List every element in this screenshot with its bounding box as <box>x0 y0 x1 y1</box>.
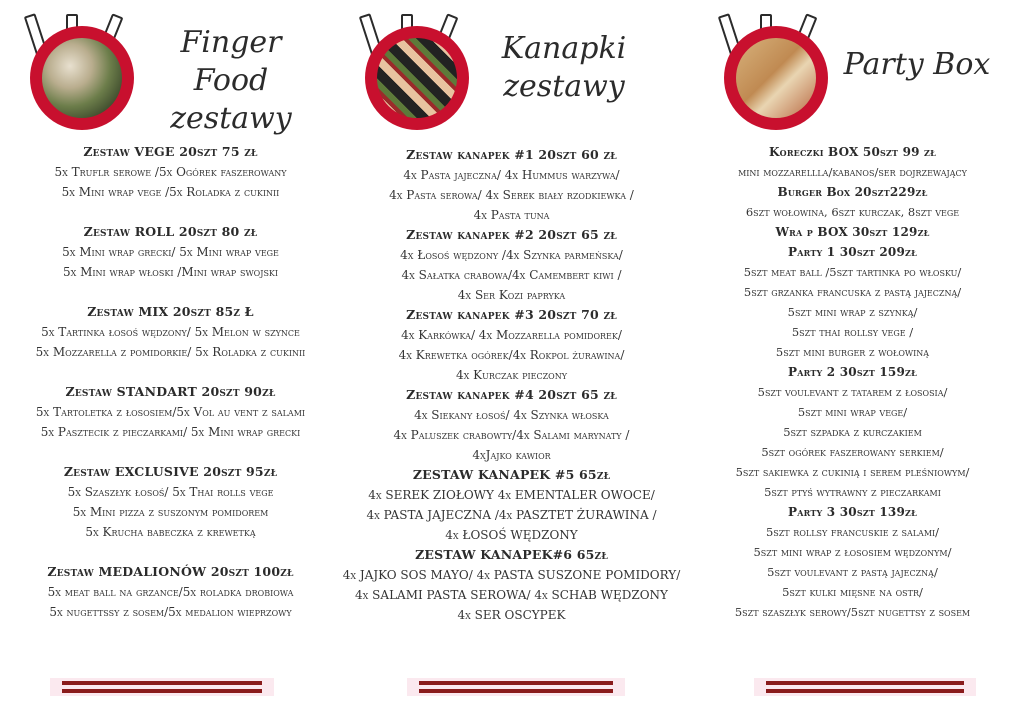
section-line: 5x Tartinka łosoś wędzony/ 5x Melon w szynce <box>41 325 300 339</box>
decorative-stripe <box>407 678 625 696</box>
section-line: 4x Łosoś wędzony /4x Szynka parmeńska/ <box>400 248 623 262</box>
title-line-1: Finger Food <box>180 25 282 98</box>
menu-section <box>682 362 1023 502</box>
menu-section <box>0 462 341 542</box>
section-line: 4x Pasta serowa/ 4x Serek biały rzodkiewka / <box>389 188 634 202</box>
section-line: 4xJajko kawior <box>472 448 551 462</box>
section-title: Party 1 30szt 209zł <box>788 245 917 259</box>
section-line: 5szt kulki mięsne na ostr/ <box>782 585 923 599</box>
section-line: 4x Pasta jajeczna/ 4x Hummus warzywa/ <box>403 168 620 182</box>
title-line-2: zestawy <box>170 101 292 136</box>
section-line: 4x SER OSCYPEK <box>457 608 566 622</box>
menu-section <box>341 545 682 625</box>
section-title: Koreczki BOX 50szt 99 zł <box>769 145 936 159</box>
section-line: 4x Pasta tuna <box>473 208 550 222</box>
menu-section <box>682 142 1023 182</box>
section-line: 5x Tartoletka z łososiem/5x Vol au vent z salami <box>35 405 306 419</box>
section-line: 5x Mini wrap vege /5x Roladka z cukinii <box>61 185 280 199</box>
section-line: 5szt sakiewka z cukinią i serem pleśniowym/ <box>735 465 970 479</box>
menu-section <box>0 142 341 202</box>
menu-section <box>341 225 682 305</box>
stripe-bar <box>766 681 964 685</box>
section-line: 5szt szaszłyk serowy/5szt nugettsy z sosem <box>734 605 971 619</box>
section-line: 5x Mini wrap grecki/ 5x Mini wrap vege <box>62 245 279 259</box>
decorative-stripe <box>50 678 274 696</box>
section-title: Zestaw ROLL 20szt 80 zł <box>83 224 258 239</box>
section-line: 4x Paluszek crabowty/4x Salami marynaty / <box>393 428 630 442</box>
column-header <box>682 4 1023 132</box>
section-line: 4x ŁOSOŚ WĘDZONY <box>445 528 578 542</box>
food-platter-photo <box>42 38 122 118</box>
section-line: 5szt grzanka francuska z pastą jajeczną/ <box>743 285 962 299</box>
section-line: 5szt szpadka z kurczakiem <box>783 425 922 439</box>
section-line: 5x meat ball na grzance/5x roladka drobiowa <box>47 585 294 599</box>
section-line: 4x Karkówka/ 4x Mozzarella pomidorek/ <box>401 328 622 342</box>
section-line: 6szt wołowina, 6szt kurczak, 8szt vege <box>745 205 960 219</box>
menu-section <box>0 222 341 282</box>
menu-section <box>682 502 1023 622</box>
section-line: 4x Kurczak pieczony <box>455 368 568 382</box>
section-title: Zestaw kanapek #1 20szt 60 zł <box>406 147 617 162</box>
stripe-bar <box>419 681 613 685</box>
title-line-1: Party Box <box>843 47 991 82</box>
column-title <box>832 46 1002 84</box>
section-title: Zestaw MIX 20szt 85z Ł <box>87 304 254 319</box>
section-line: 5szt rollsy francuskie z salami/ <box>765 525 940 539</box>
column-title <box>479 30 649 106</box>
section-line: 5x Pasztecik z pieczarkami/ 5x Mini wrap grecki <box>40 425 301 439</box>
section-line: 4x SALAMI PASTA SEROWA/ 4x SCHAB WĘDZONY <box>355 588 668 602</box>
section-title: Zestaw kanapek #3 20szt 70 zł <box>406 307 617 322</box>
section-line: 4x Ser Kozi papryka <box>457 288 566 302</box>
section-title: Wra p BOX 30szt 129zł <box>775 225 930 239</box>
section-title: Zestaw STANDART 20szt 90zł <box>65 384 276 399</box>
section-title: Zestaw VEGE 20szt 75 zł <box>83 144 258 159</box>
section-title: ZESTAW KANAPEK #5 65zł <box>412 467 611 482</box>
section-line: 5szt mini wrap vege/ <box>797 405 908 419</box>
section-line: 5x nugettssy z sosem/5x medalion wieprzowy <box>49 605 292 619</box>
food-photo-logo <box>30 26 134 130</box>
section-line: 5szt meat ball /5szt tartinka po włosku/ <box>743 265 962 279</box>
menu-section <box>341 465 682 545</box>
menu-section <box>682 182 1023 222</box>
column-header <box>341 4 682 132</box>
section-line: 5x Mozzarella z pomidorkie/ 5x Roladka z cukinii <box>35 345 306 359</box>
section-line: 4x Siekany łosoś/ 4x Szynka włoska <box>414 408 609 422</box>
section-line: 4x JAJKO SOS MAYO/ 4x PASTA SUSZONE POMIDORY/ <box>342 568 681 582</box>
menu-section <box>341 385 682 465</box>
stripe-bar <box>62 681 262 685</box>
section-line: 4x PASTA JAJECZNA /4x PASZTET ŻURAWINA / <box>366 508 657 522</box>
section-line: 5x Szaszłyk łosoś/ 5x Thai rolls vege <box>67 485 274 499</box>
section-title: ZESTAW KANAPEK#6 65zł <box>415 547 608 562</box>
stripe-bar <box>766 689 964 693</box>
stripe-bar <box>419 689 613 693</box>
section-line: 5szt voulevant z pastą jajeczną/ <box>767 565 938 579</box>
section-line: 5x Mini pizza z suszonym pomidorem <box>72 505 269 519</box>
section-line: 5szt ptyś wytrawny z pieczarkami <box>764 485 941 499</box>
section-title: Zestaw EXCLUSIVE 20szt 95zł <box>63 464 278 479</box>
canapes-box-photo <box>377 38 457 118</box>
menu-section <box>341 145 682 225</box>
section-line: 5szt ogórek faszerowany serkiem/ <box>761 445 944 459</box>
column-title <box>146 24 316 138</box>
column-finger-food <box>0 0 341 723</box>
column-kanapki <box>341 0 682 723</box>
section-line: 4x Krewetka ogórek/4x Rokpol żurawina/ <box>398 348 625 362</box>
section-line: 4x SEREK ZIOŁOWY 4x EMENTALER OWOCE/ <box>368 488 655 502</box>
section-line: 5szt mini wrap z łososiem wędzonym/ <box>753 545 952 559</box>
title-line-2: zestawy <box>503 69 625 104</box>
section-title: Zestaw kanapek #2 20szt 65 zł <box>406 227 617 242</box>
section-line: 5szt mini wrap z szynką/ <box>787 305 918 319</box>
food-photo-logo <box>724 26 828 130</box>
food-photo-logo <box>365 26 469 130</box>
section-line: 5szt thai rollsy vege / <box>791 325 914 339</box>
title-line-1: Kanapki <box>501 31 627 66</box>
section-line: 5x Mini wrap włoski /Mini wrap swojski <box>62 265 279 279</box>
section-title: Party 3 30szt 139zł <box>788 505 917 519</box>
menu-section <box>341 305 682 385</box>
section-line: 5x Truflr serowe /5x Ogórek faszerowany <box>54 165 287 179</box>
menu-section <box>682 242 1023 362</box>
section-line: 4x Sałatka crabowa/4x Camembert kiwi / <box>401 268 622 282</box>
section-title: Zestaw kanapek #4 20szt 65 zł <box>406 387 617 402</box>
column-party-box <box>682 0 1023 723</box>
stripe-bar <box>62 689 262 693</box>
section-title: Party 2 30szt 159zł <box>788 365 917 379</box>
menu-section <box>0 302 341 362</box>
menu-section <box>0 562 341 622</box>
section-line: 5x Krucha babeczka z krewetką <box>85 525 256 539</box>
menu-section <box>682 222 1023 242</box>
section-title: Burger Box 20szt229zł <box>777 185 928 199</box>
section-line: 5szt voulevant z tatarem z łososia/ <box>757 385 948 399</box>
section-line: 5szt mini burger z wołowiną <box>775 345 930 359</box>
section-line: mini mozzarellla/kabanos/ser dojrzewający <box>738 165 967 179</box>
party-box-photo <box>736 38 816 118</box>
decorative-stripe <box>754 678 976 696</box>
column-header <box>0 4 341 136</box>
menu-section <box>0 382 341 442</box>
section-title: Zestaw MEDALIONÓW 20szt 100zł <box>47 564 294 579</box>
